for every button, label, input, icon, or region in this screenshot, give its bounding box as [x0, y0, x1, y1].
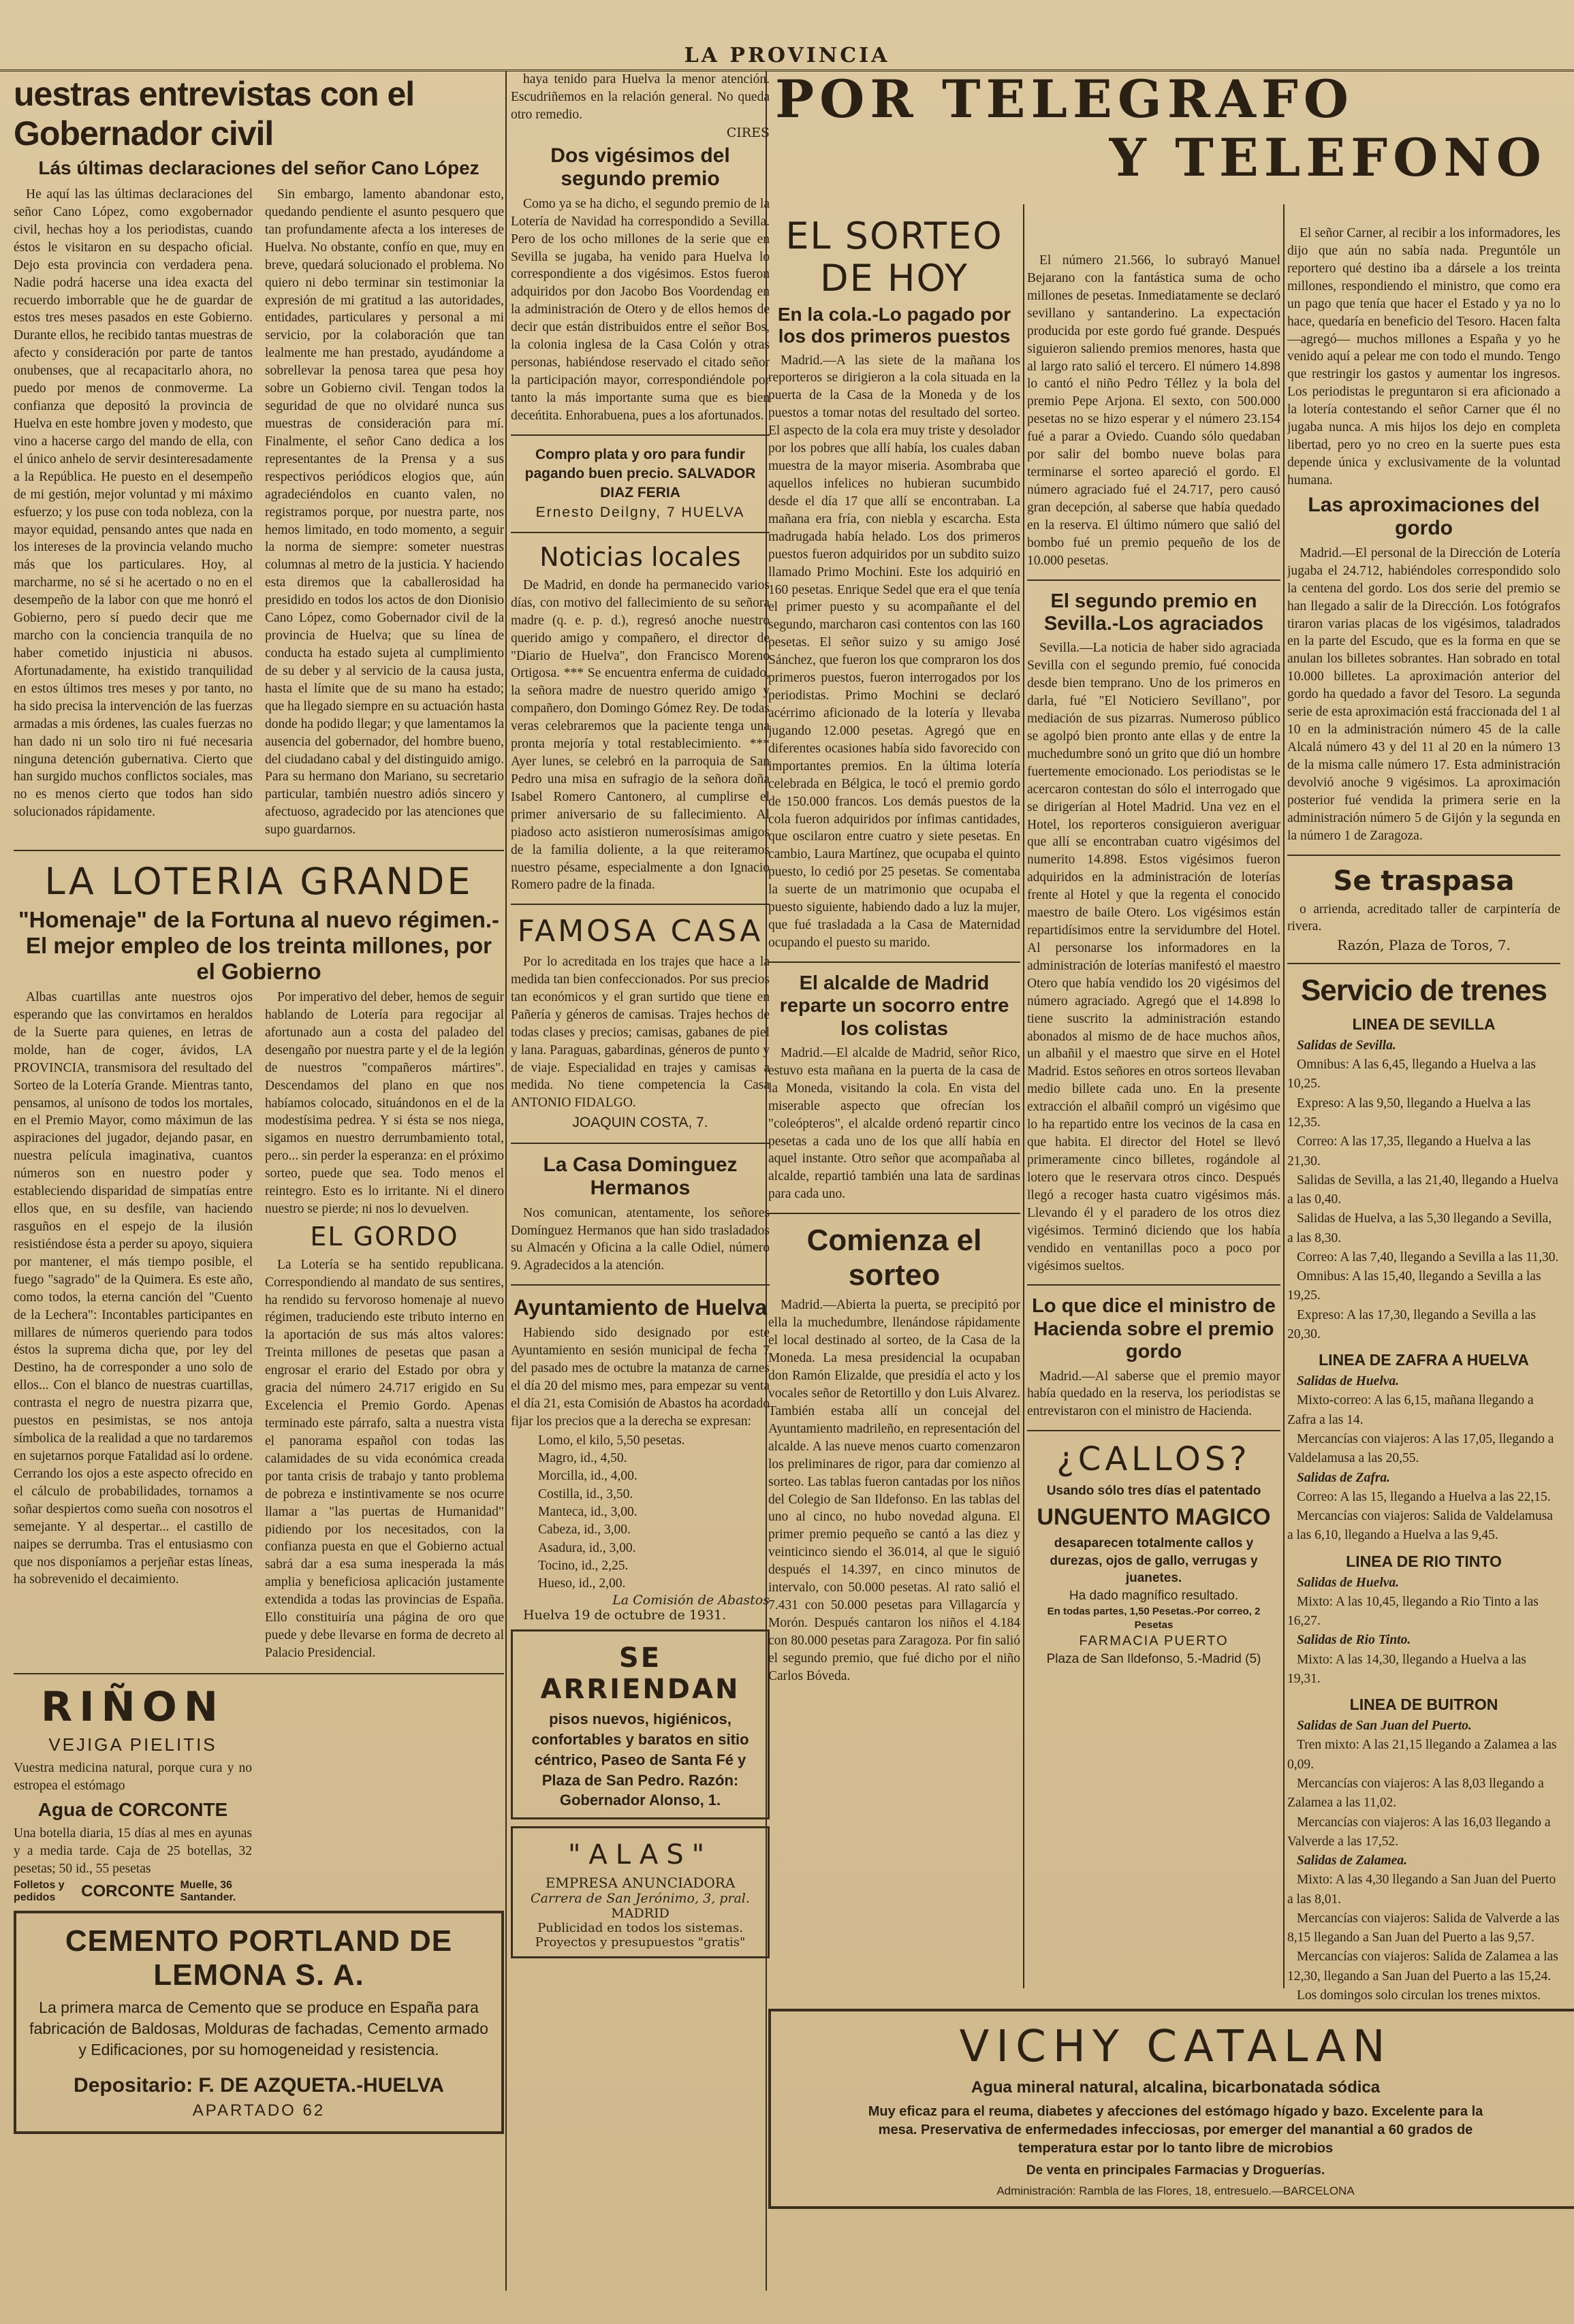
ad-rinon-text: Vuestra medicina natural, porque cura y no estropea el estómago [14, 1760, 252, 1793]
ad-cemento-text: La primera marca de Cemento que se produce en España para fabricación de Baldosas, Molduras de fachadas, Cemento armado y Edificaciones, por su homogeneidad y resistencia. [29, 1998, 488, 2058]
train-schedule-entry: Mixto-correo: A las 6,15, mañana llegando a Zafra a las 14. [1287, 1393, 1534, 1427]
train-line-title: LINEA DE RIO TINTO [1346, 1552, 1502, 1570]
divider [14, 1673, 504, 1674]
train-schedule-entry: Correo: A las 17,35, llegando a Huelva a las 21,30. [1287, 1134, 1531, 1168]
subhead-declaraciones: Lás últimas declaraciones del señor Cano López [38, 157, 479, 178]
ad-vichy-title: VICHY CATALAN [959, 2022, 1392, 2072]
divider [1027, 1430, 1280, 1431]
article-text: Madrid.—Abierta la puerta, se precipitó por ella la muchedumbre, llenándose rápidamente el local destinado al sorteo, de la Casa de la Moneda. La mesa presidencial la ocupaban don Ramón Elizalde, que presidía el acto y los vocales señor de Retortillo y don Luis Alvarez. También estaba allí un concejal del Ayuntamiento madrileño, en representación del alcalde. A las nueve menos cuarto comenzaron los preliminares de rigor, para dar comienzo al sorteo. Las tablas fueron cantadas por los niños del Colegio de San Ildefonso. En las tablas del uno al cinco, no hubo novedad alguna. El primer premio pequeño se cantó a las diez y veinticinco siendo el 36.014, al que le siguió después el 14.397, en cinco minutos de intervalo, con 50.000 pesetas. Al rato salió el 7.431 con 50.000 pesetas para Villagarcía y Morón. Después cantaron los niños el 4.184 con 80.000 pesetas para Zaragoza. Por fin salió el segundo premio, que fué dicho por el niño Carlos Bóveda. [768, 1298, 1020, 1683]
article-text: Sin embargo, lamento abandonar esto, quedando pendiente el asunto pesquero que tan profundamente afecta a los intereses de Huelva. No obstante, confío en que, muy en breve, quedará solucionado el problema. No quiero ni debo terminar sin testimoniar la expresión de mi gratitud a las autoridades, entidades, particulares y personal a mi servicio, por la colaboración que tan lealmente me han prestado, ayudándome a sobrellevar la penosa tarea que pesa hoy sobre un Gobierno civil. Tengan todos la seguridad de que no olvidaré nunca sus muestras de consideración para mí. Finalmente, el señor Cano dedica a los representantes de la Prensa y a sus respectivos periódicos elogios que, aún agradeciéndolos en cuanto valen, no registramos porque, por nuestra parte, nos hemos limitado, en todo momento, a seguir la norma de siempre: someter nuestras columnas al metro de la justicia. Y haciendo esta diremos que la caballerosidad ha presidido en todos los actos de don Dionisio Cano López, como Gobernador civil de la provincia de Huelva; que su línea de conducta ha estado sujeta al cumplimiento de su deber y al servicio de la causa justa, hasta el límite que de su mano ha estado; que ha llegado siempre en su actuación hasta donde ha podido llegar; y que lamentamos la ausencia del gobernador, del hombre bueno, del ciudadano cabal y del distinguido amigo. Para su hermano don Mariano, su secretario particular, también nuestro adiós sincero y afectuoso, agradecido por las atenciones que supo guardarnos. [265, 187, 504, 838]
headline-telegrafo [768, 69, 1560, 196]
subhead-comienza: Comienza el sorteo [806, 1224, 982, 1292]
divider [511, 532, 770, 533]
divider [1287, 855, 1560, 856]
article-text: Por lo acreditada en los trajes que hace a la medida tan bien confeccionados. Por sus precios tan económicos y el gran surtido que tiene en Pañería y géneros de camisas. Trajes hechos de todas clases y precios; camisas, gabanes de piel y lana. Paraguas, gabardinas, géneros de punto y de viaje. Especialidad en trajes y camisas a medida. No tiene competencia la Casa ANTONIO FIDALGO. [511, 955, 770, 1111]
subhead-aproximaciones: Las aproximaciones del gordo [1308, 493, 1540, 540]
article-text: haya tenido para Huelva la menor atención. Escudriñemos en la relación general. No queda otro remedio. [511, 72, 770, 122]
article-text: Madrid.—Al saberse que el premio mayor había quedado en la reserva, los periodistas se entrevistaron con el ministro de Hacienda. [1027, 1369, 1280, 1419]
article-text: Albas cuartillas ante nuestros ojos esperando que las convirtamos en heraldos de la Suerte para quienes, en letras de molde, han de coger, ávidos, LA PROVINCIA, transmisora del resultado del Sorteo de la Lotería Grande. Mientras tanto, pensamos, al unísono de todos los mortales, en el Premio Mayor, como máximun de las aspiraciones del jugador, dejando pasar, en nuestra película imaginativa, cuantos números son en nuestro poder y estableciendo disparidad de simpatías entre ellos que, en su desfile, van haciendo rasguños en el espejo de la ilusión resistiéndose ésta a perder su apoyo, siquiera por mantener, el más tiempo posible, el fuego "sagrado" de la Quimera. Es este año, como todos, la eterna canción del "Cuento de la Lechera": Incontables participantes en millares de números queriendo para todos éstos la suprema dicha que, por ley del Destino, ha de corresponder a uno solo de ellos... Con el blanco de nuestras cuartillas, contrasta el negro de nuestra pizarra que, puestos en pesimistas, se nos antoja símbolica de la realidad a que no tardaremos en sujetarnos porque Fatalidad así lo ordene. Cerrando los ojos a este aspecto ofrecido en el cálculo de probabilidades, tornamos a soñar despiertos como sueña con nosotros el semejante. Y al despertar... el castillo de naipes se derrumba. Tras el entusiasmo con que nos disponíamos a perjeñar estas líneas, ha sobrevenido el decaimiento. [14, 990, 253, 1587]
price-item: Hueso, id., 2,00. [538, 1576, 626, 1591]
train-schedule-entry: Omnibus: A las 15,40, llegando a Sevilla a las 19,25. [1287, 1269, 1541, 1303]
article-text: El número 21.566, lo subrayó Manuel Bejarano con la fantástica suma de ocho millones de pesetas. Inmediatamente se declaró sevillano y santanderino. La expectación producida por este gordo fué grande. Después siguieron saliendo premios menores, hasta que al largo rato salió el tercero. El número 14.898 lo cantó el niño Pedro Téllez y la bola del premio Pepe Arjona. El sexto, con 500.000 pesetas no se hizo esperar y el número 23.154 fué a parar a Oviedo. Cuando sólo quedaban por salir del bombo nueve bolas para terminarse el sorteo apareció el gordo. El número agraciado fué el 24.717, pero causó gran decepción, al saberse que había quedado en la reserva. El último número que salió del bombo fué un premio pequeño de los de 10.000 pesetas. [1027, 253, 1280, 568]
headline-ayuntamiento: Ayuntamiento de Huelva [513, 1295, 768, 1320]
column-1 [14, 71, 504, 2291]
column-2 [511, 71, 770, 2291]
column-rule [505, 71, 507, 2291]
train-schedule-entry: Mercancías con viajeros: Salida de Valdelamusa a las 6,10, llegando a Huelva a las 9,45. [1287, 1509, 1553, 1543]
price-item: Tocino, id., 2,25. [538, 1558, 629, 1573]
article-text: Madrid.—El personal de la Dirección de Lotería jugaba el 24.712, habiéndoles correspondido solo la centena del gordo. Los dos serie del premio se han llegado a salir de la Dirección. Los fotógrafos tiraron varias placas de los vigésimos, taladrados en la parte del Escudo, que es la forma en que se anulan los billetes sobrantes. Han sobrado en total 10.000 billetes. La aproximación anterior del gordo ha quedado a favor del Tesoro. La segunda serie de esta aproximación está fraccionada del 1 al 10 en la administración número 45 de la calle Alcalá número 43 y del 11 al 20 en la número 13 de la misma calle número 17. Esta administración devolvió anoche 9 vigésimos. La aproximación posterior fué vendida la primera serie en la administración número 5 de Gijón y la segunda en la número 1 de Zaragoza. [1287, 545, 1560, 843]
article-text: Habiendo sido designado por este Ayuntamiento en sesión municipal de fecha 7 del pasado mes de octubre la matanza de carnes el día 20 del mismo mes, para empezar su venta el día 21, esta Comisión de Abastos ha acordado fijar los precios que a la derecha se expresan: [511, 1326, 770, 1429]
column-rule [1283, 204, 1285, 1988]
article-text: He aquí las las últimas declaraciones del señor Cano López, como exgobernador civil, hechas hoy a los periodistas, cuando éstos le visitaron en su despacho oficial. Dejo esta provincia con verdadera pena. Nadie podrá hacerse una idea exacta del recuerdo imborrable que he de guardar de estos tres meses pasados en este Gobierno. Durante ellos, he recibido tantas muestras de afecto y consideración por parte de tantos onubenses, que al recapacitarlo ahora, no puedo por menos de conmoverme. La confianza que depositó la provincia de Huelva en este hombre joven y modesto, que vino a hacerse cargo del mando de ella, con el único anhelo de servir desinteresadamente a la República. He puesto en el desempeño de mi gestión, mejor voluntad y mi máximo esfuerzo; y los puse con toda nobleza, con la mayor equidad, pensando antes que nada en los intereses de la provincia velando mucho más que los particulares. Hoy, al marcharme, no sé si he acertado o no en el desempeño de la labor con que me honró el Gobierno, pero sí puedo decir que me marcho con la conciencia tranquila de no haber cometido injusticia ni abusos. Afortunadamente, ha existido tranquilidad en estos últimos tres meses y por tanto, no ha sido precisa la intervención de las fuerzas armadas a mis órdenes, las cuales fuerzas no han dado ni un solo tiro ni fué necesaria ninguna detención gubernativa. Cierto que han surgido muchos conflictos sociales, mas no es menos cierto que todos han sido solucionados rápidamente. [14, 187, 253, 820]
ad-compro-address: Ernesto Deilgny, 7 HUELVA [535, 504, 745, 520]
divider [511, 1284, 770, 1286]
train-schedule-entry: Salidas de Huelva, a las 5,30 llegando a Sevilla, a las 8,30. [1287, 1211, 1552, 1245]
telegrafo-line-2: Y TELEFONO [1109, 127, 1547, 188]
train-schedule-entry: Expreso: A las 9,50, llegando a Huelva a las 12,35. [1287, 1096, 1531, 1130]
divider [768, 1213, 1020, 1214]
article-text: Como ya se ha dicho, el segundo premio de la Lotería de Navidad ha correspondido a Sevilla. Pero de los ocho millones de la serie que en Sevilla se jugaba, ha venido para Huelva lo correspondiente a dos vigésimos. Estos fueron adquiridos por don Jacobo Bos Voordendag en la administración de Otero y de ellos hemos de decir que están distribuidos entre el señor Bos, la colonia inglesa de la Casa Colón y otras personas, habiéndose reservado el citado señor la participación mayor, correspondiéndole por tanto la más importante suma que es bien deceńtita. Enhorabuena, pues a los afortunados. [511, 196, 770, 423]
train-departure-heading: Salidas de Huelva. [1297, 1374, 1400, 1389]
price-item: Magro, id., 4,50. [538, 1450, 627, 1465]
ad-alas-city: MADRID [611, 1905, 670, 1921]
ad-alas-title: "ALAS" [567, 1838, 713, 1871]
divider [511, 1143, 770, 1144]
signature-cires: CIRES [726, 125, 770, 140]
train-schedule-entry: Los domingos solo circulan los trenes mixtos. [1297, 1988, 1541, 2003]
train-schedule-entry: Expreso: A las 17,30, llegando a Sevilla a las 20,30. [1287, 1307, 1536, 1341]
column-rule [1023, 204, 1024, 1988]
ad-rinon [14, 1684, 252, 1904]
ayto-signature: La Comisión de Abastos [612, 1593, 770, 1608]
price-item: Morcilla, id., 4,00. [538, 1469, 638, 1484]
train-departure-heading: Salidas de Zafra. [1297, 1470, 1391, 1485]
train-departure-heading: Salidas de Huelva. [1297, 1575, 1400, 1590]
train-schedule-entry: Mixto: A las 10,45, llegando a Rio Tinto a las 16,27. [1287, 1594, 1539, 1629]
train-schedule-entry: Mercancías con viajeros: A las 8,03 llegando a Zalamea a las 11,02. [1287, 1776, 1544, 1811]
masthead [0, 44, 1574, 71]
ad-alas [511, 1826, 770, 1958]
train-departure-heading: Salidas de Sevilla. [1297, 1038, 1396, 1053]
headline-el-gordo: EL GORDO [310, 1222, 459, 1252]
price-item: Manteca, id., 3,00. [538, 1504, 638, 1519]
ad-rinon-title: RIÑON [41, 1683, 225, 1731]
train-schedule-entry: Mercancías con viajeros: A las 16,03 llegando a Valverde a las 17,52. [1287, 1815, 1551, 1849]
subhead-alcalde: El alcalde de Madrid reparte un socorro entre los colistas [779, 972, 1009, 1040]
traspasa-address: Razón, Plaza de Toros, 7. [1337, 937, 1511, 954]
train-schedule-entry: Correo: A las 7,40, llegando a Sevilla a las 11,30. [1297, 1249, 1559, 1264]
article-text: De Madrid, en donde ha permanecido varios días, con motivo del fallecimiento de su señora madre (q. e. p. d.), regresó anoche nuestro querido amigo y compañero, el director de "Diario de Huelva", don Francisco Moreno Ortigosa. *** Se encuentra enferma de cuidado, la señora madre de nuestro querido amigo y compañero, don Domingo Gómez Rey. De todas veras celebraremos que la paciente tenga una pronta mejoría y total restablecimiento. *** Ayer lunes, se celebró en la parroquia de San Pedro una misa en sufragio de la señora doña Isabel Romero Cantonero, al cumplirse el primer aniversario de su fallecimiento. Al piadoso acto asistieron numerosísimas amigos de la familia doliente, a la que reiteramos nuestro pésame, especialmente a don Ignacio Romero padre de la finada. [511, 577, 770, 893]
train-schedule-entry: Mixto: A las 4,30 llegando a San Juan del Puerto a las 8,01. [1287, 1873, 1556, 1907]
telegrafo-line-1: POR TELEGRAFO [775, 69, 1355, 129]
ad-alas-text: EMPRESA ANUNCIADORA [545, 1874, 736, 1891]
ayto-date: Huelva 19 de octubre de 1931. [523, 1608, 727, 1623]
price-item: Cabeza, id., 3,00. [538, 1523, 631, 1538]
ad-alas-address: Carrera de San Jerónimo, 3, pral. [531, 1890, 750, 1906]
ad-alas-footer: Publicidad en todos los sistemas. Proyectos y presupuestos "gratis" [535, 1920, 746, 1949]
headline-noticias: Noticias locales [539, 542, 741, 573]
ad-callos: ¿CALLOS? Usando sólo tres días el patentado UNGUENTO MAGICO desaparecen totalmente callos y durezas, ojos de gallo, verrugas y juanetes. Ha dado magnífico resultado. En todas partes, 1,50 Pesetas.-Por correo, 2 Pesetas FARMACIA PUERTO Plaza de San Ildefonso, 5.-Madrid (5) [1027, 1441, 1280, 1668]
article-text: La Lotería se ha sentido republicana. Correspondiendo al mandato de sus sentires, ha rendido su fervoroso homenaje al nuevo régimen, traduciendo este tributo interno en la aportación de sus más altos valores: Treinta millones de pesetas que pasan a engrosar el erario del Estado por obra y gracia del número 24.717 erigido en Su Excelencia el Premio Gordo. Apenas terminado este párrafo, salta a nuestra vista el panorama español con todas las calamidades de su vida económica creada por tanta crisis de trabajo y tanto problema de pobreza e instintivamente se nos ocurre llamar a "las puertas de Humanidad" pidiendo por los necesitados, con la confianza puesta en que el Gobierno actual sabrá dar a esa suma inesperada la más amplia y beneficiosa aplicación justamente extendida a todas las provincias de España. Ello constituiría una página de oro que puede y debe llevarse en forma de decreto al Palacio Presidencial. [265, 1257, 504, 1660]
famosa-address: JOAQUIN COSTA, 7. [572, 1115, 708, 1131]
column-3 [768, 211, 1020, 1988]
divider [1287, 963, 1560, 964]
ad-compro-plata: Compro plata y oro para fundir pagando buen precio. SALVADOR DIAZ FERIA [524, 446, 756, 501]
headline-trenes: Servicio de trenes [1300, 974, 1547, 1008]
train-schedule-entry: Salidas de Sevilla, a las 21,40, llegando a Huelva a las 0,40. [1287, 1173, 1558, 1207]
train-schedule-entry: Mercancías con viajeros: Salida de Valverde a las 8,15 llegando a San Juan del Puerto a las 9,57. [1287, 1911, 1560, 1945]
divider [511, 434, 770, 436]
article-text: El señor Carner, al recibir a los informadores, les dijo que aún no sabía nada. Preguntóle un reportero qué destino iba a dársele a los treinta millones, respondiendo el ministro, que como era un pago que tenía que hacer el Estado y ya no lo hace, quedaría en beneficio del Tesoro. Hacen falta —agregó— muchos millones a España y yo he venido aquí a pelear me con todo el mundo. Tengo que restringir los gastos y aumentar los ingresos. Los periodistas le preguntaron si era aficionado a la lotería contestando el señor Carner que él no jugaba nunca. A mis hijos los dejo en completa libertad, pero yo no creo en la suerte pues esta depende única y exclusivamente de la voluntad humana. [1287, 226, 1560, 488]
article-text: Madrid.—El alcalde de Madrid, señor Rico, estuvo esta mañana en la puerta de la casa de la Moneda, visitando la cola. En vista del miserable aspecto que ofrecían los "coleópteros", el alcalde ordenó repartir cinco pesetas a cada uno de los que allí había en aquel instante. Otro señor que acompañaba al alcalde, repartió también una lata de sardinas para cada uno. [768, 1045, 1020, 1202]
train-schedule [1287, 1015, 1560, 2005]
ad-vichy-venta: De venta en principales Farmacias y Droguerías. [1026, 2163, 1325, 2178]
ad-unguento: UNGUENTO MAGICO [1037, 1504, 1271, 1531]
ad-cemento-apartado: APARTADO 62 [192, 2101, 326, 2120]
ad-cemento-title: CEMENTO PORTLAND DE LEMONA S. A. [65, 1924, 453, 1992]
divider [1027, 1284, 1280, 1286]
ad-arriendan-title: SE ARRIENDAN [540, 1642, 740, 1706]
article-loteria [14, 989, 504, 1664]
ad-rinon-footer: Folletos y pedidos CORCONTE Muelle, 36 Santander. [14, 1879, 236, 1903]
ad-arriendan-text: pisos nuevos, higiénicos, confortables y baratos en sitio céntrico, Paseo de Santa Fé y Plaza de San Pedro. Razón: Gobernador Alonso, 1. [531, 1710, 749, 1809]
ad-arriendan [511, 1629, 770, 1819]
ad-cemento-depositario: Depositario: F. DE AZQUETA.-HUELVA [74, 2073, 444, 2097]
ad-vichy [768, 2009, 1574, 2209]
train-schedule-entry: Tren mixto: A las 21,15 llegando a Zalamea a las 0,09. [1287, 1738, 1557, 1772]
ad-rinon-agua: Agua de CORCONTE [37, 1798, 228, 1820]
train-departure-heading: Salidas de Rio Tinto. [1297, 1633, 1411, 1648]
article-text: Nos comunican, atentamente, los señores Domínguez Hermanos que han sido trasladados su Almacén y Oficina a la calle Odiel, número 9. Agradecidos a la atención. [511, 1205, 770, 1273]
train-departure-heading: Salidas de San Juan del Puerto. [1297, 1719, 1472, 1734]
ad-cemento [14, 1911, 504, 2134]
train-departure-heading: Salidas de Zalamea. [1297, 1853, 1407, 1868]
train-schedule-entry: Correo: A las 15, llegando a Huelva a las 22,15. [1297, 1489, 1551, 1504]
subhead-ministro: Lo que dice el ministro de Hacienda sobre el premio gordo [1032, 1295, 1276, 1363]
ad-vichy-admin: Administración: Rambla de las Flores, 18, entresuelo.—BARCELONA [996, 2184, 1355, 2197]
divider [511, 904, 770, 905]
train-line-title: LINEA DE SEVILLA [1352, 1015, 1496, 1033]
article-text: Madrid.—A las siete de la mañana los reporteros se dirigieron a la cola situada en la puerta de la Casa de la Moneda y de los puestos a tomar notas del resultado del sorteo. El aspecto de la cola era muy triste y desolador por los pobres que allí había, los cuales daban muestra de la mayor miseria. Asombraba que aquellos infelices no hubieran sucumbido desde el día 17 que allí se encontraban. La mañana era fría, con niebla y escarcha. Esta madrugada había helado. Los dos primeros puestos fueron adquiridos por un subdito suizo llamado Primo Mochini. Este los adquirió en 160 pesetas. Enrique Sedel que era el que tenía el primer puesto y su acompañante el del segundo, marcharon casi contentos con las 160 pesetas. El señor suizo y su amigo José Sánchez, que fueron los que compraron los dos primeros puestos, fueron interrogados por los periodistas. Primo Mochini se declaró acérrimo aficionado de la lotería y llevaba jugando 12.000 pesetas. Agregó que en diferentes ocasiones había sido favorecido con importantes premios. En la última lotería celebrada en Bélgica, le tocó el premio gordo de 150.000 francos. Los demás puestos de la cola fueron adquiridos por ínfimas cantidades, que oscilaron entre cuatro y siete pesetas. En cambio, Laura Martínez, que ocupaba el quinto puesto, lo cedió por 25 pesetas. Se comentaba la suerte de un matrimonio que ocupaba el puesto siguiente, habiendo dado a luz la mujer, que fué trasladada a la Casa de Maternidad ocupando el puesto su marido. [768, 353, 1020, 950]
train-schedule-entry: Mercancías con viajeros: A las 17,05, llegando a Valdelamusa a las 20,55. [1287, 1431, 1554, 1466]
headline-entrevistas: uestras entrevistas con el Gobernador civil [14, 75, 415, 153]
headline-dos-vigesimos: Dos vigésimos del segundo premio [550, 144, 730, 191]
train-schedule-entry: Mercancías con viajeros: Salida de Zalamea a las 12,30, llegando a San Juan del Puerto a las 15,24. [1287, 1949, 1558, 1984]
headline-traspasa: Se traspasa [1333, 865, 1515, 897]
ad-rinon-vejiga: VEJIGA PIELITIS [48, 1734, 217, 1755]
price-list [511, 1432, 770, 1593]
subhead-homenaje: "Homenaje" de la Fortuna al nuevo régimen.-El mejor empleo de los treinta millones, por el Gobierno [18, 907, 500, 985]
train-schedule-entry: Omnibus: A las 6,45, llegando a Huelva a las 10,25. [1287, 1057, 1536, 1092]
headline-sorteo-hoy: EL SORTEO DE HOY [785, 214, 1003, 300]
article-text: o arrienda, acreditado taller de carpintería de rivera. [1287, 902, 1560, 934]
article-text: Sevilla.—La noticia de haber sido agraciada Sevilla con el segundo premio, fué conocida desde bien temprano. Uno de los primeros en darla, fué "El Noticiero Sevillano", por mediación de sus pizarras. Numeroso público se agolpó bien pronto ante ellas y de entre la muchedumbre sonó un grito que dió un hombre fuertemente emocionado. Los periodistas se le acercaron contestan do sólo el interrogado que se dirigerían al Hotel Madrid. Una vez en el Hotel, los reporteros consiguieron averiguar que allí se encontraban cuatro vigésimos del numerito 14.898. Estos vigésimos fueron adquiridos en la administración de loterías frente al Hotel y que la regenta el conocido maestro de baile Otero. Los vigésimos están repartidísimos entre la servidumbre del Hotel. Al personarse los informadores en la administración de loterías manifestó el maestro Otero que había vendido los 20 vigésimos del número agraciado. Agregó que el 14.898 lo tiene suscrito la administración estando abonados al mismo de de hace muchos años, un albañil y el maestro que sirve en el Hotel Madrid. Estos señores en otros sorteos llevaban medio billete cada uno. En la presente extracción el albañil compró un vigésimo que lo ha repartido entre los vecinos de la casa en que habita. El director del Hotel se llevó primeramente cinco billetes, rogándole al lotero que le reservara otros cinco. Después llegó a recoger hasta cuatro vigésimos más. Llevando él y el paradero de los otros diez vigésimos. Terminó diciendo que los había vendido en ventanillas poco a poco por vigésimos sueltos. [1027, 641, 1280, 1273]
ad-vichy-sub: Agua mineral natural, alcalina, bicarbonatada sódica [971, 2078, 1381, 2097]
column-5 [1287, 225, 1560, 2315]
divider [1027, 579, 1280, 581]
price-item: Costilla, id., 3,50. [538, 1486, 633, 1501]
price-item: Asadura, id., 3,00. [538, 1540, 636, 1555]
price-item: Lomo, el kilo, 5,50 pesetas. [538, 1433, 685, 1448]
ad-vichy-text: Muy eficaz para el reuma, diabetes y afecciones del estómago hígado y bazo. Excelente para la mesa. Preservativa de enfermedades infecciosas, por emerger del manantial a 60 grados de temperatura estar por lo tanto libre de microbios [868, 2103, 1483, 2156]
masthead-title: LA PROVINCIA [684, 44, 890, 67]
headline-loteria-grande: LA LOTERIA GRANDE [44, 860, 473, 904]
headline-famosa-casa: FAMOSA CASA [517, 914, 764, 949]
train-line-title: LINEA DE ZAFRA A HUELVA [1319, 1351, 1529, 1369]
headline-dominguez: La Casa Dominguez Hermanos [543, 1153, 738, 1200]
subhead-cola: En la cola.-Lo pagado por los dos primeros puestos [777, 304, 1011, 347]
divider [768, 961, 1020, 963]
ad-rinon-detail: Una botella diaria, 15 días al mes en ayunas y a media tarde. Caja de 25 botellas, 32 pesetas; 50 id., 55 pesetas [14, 1826, 252, 1876]
train-schedule-entry: Mixto: A las 14,30, llegando a Huelva a las 19,31. [1287, 1652, 1526, 1686]
article-text: Por imperativo del deber, hemos de seguir hablando de Lotería para regocijar al afortunado aun a costa del paladeo del desengaño por nuestra parte y el de la legión de nuestros "compañeros mártires". Descendamos del plano en que nos habíamos colocado, situándonos en el de la modestísima pedrea. Y si ésta se nos niega, sigamos en nuestro derrumbamiento total, pero... sin perder la esperanza: en el próximo sorteo, puede que sea. Todo menos el reintegro. Esto es lo irritante. Ni el dinero nuestro se pierde; ni nos lo devuelven. [265, 990, 504, 1217]
column-4 [1027, 252, 1280, 1988]
divider [14, 850, 504, 851]
article-entrevistas [14, 186, 504, 840]
train-line-title: LINEA DE BUITRON [1349, 1696, 1498, 1714]
subhead-sevilla: El segundo premio en Sevilla.-Los agraciados [1043, 590, 1264, 635]
ad-callos-title: ¿CALLOS? [1056, 1440, 1251, 1479]
